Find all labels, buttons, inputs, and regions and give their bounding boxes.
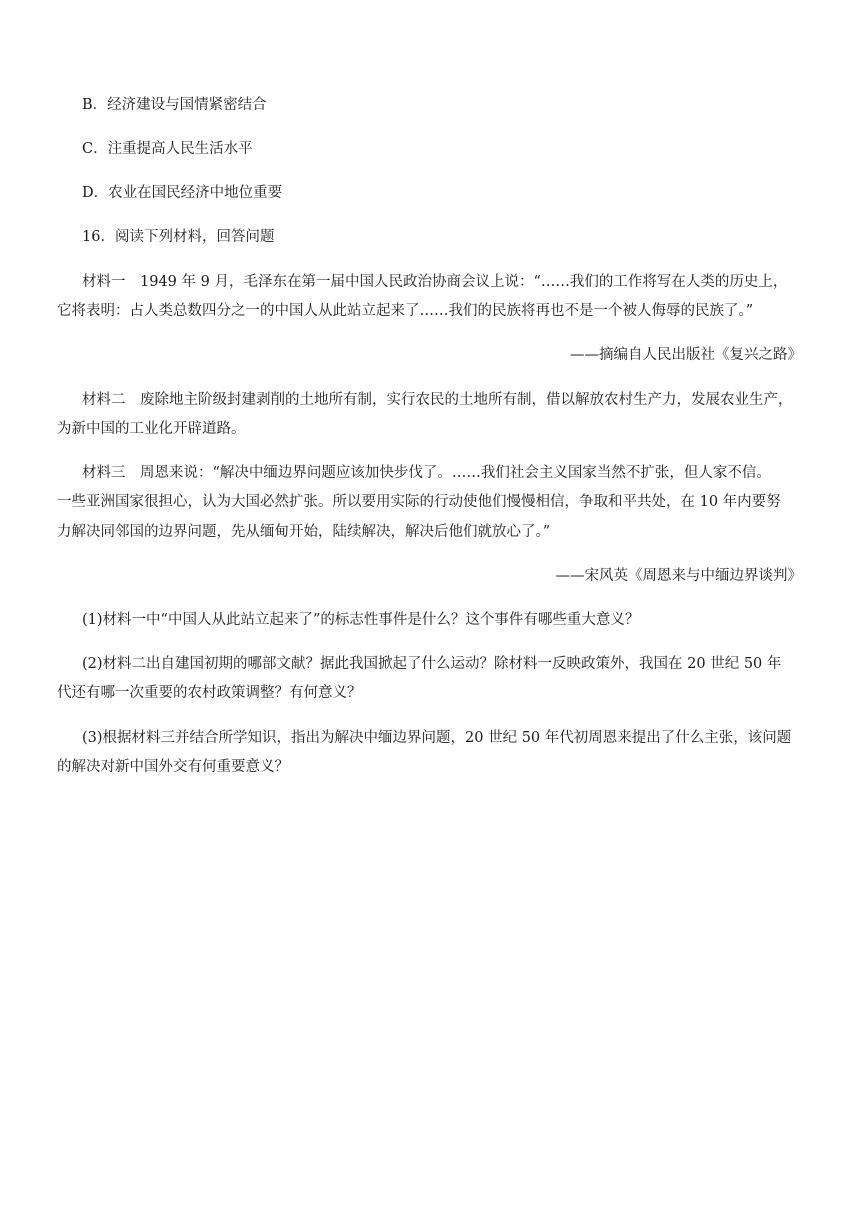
question-16-stem: 16．阅读下列材料，回答问题 [82,229,275,245]
material-3-line-1: 材料三 周恩来说：“解决中缅边界问题应该加快步伐了。……我们社会主义国家当然不扩张，但人家不信。 [82,465,771,481]
sub-question-2-line-1: (2)材料二出自建国初期的哪部文献？据此我国掀起了什么运动？除材料一反映政策外，我国在 20 世纪 50 年 [82,656,782,672]
sub-question-1: (1)材料一中“中国人从此站立起来了”的标志性事件是什么？这个事件有哪些重大意义？ [82,612,640,628]
material-3-line-3: 力解决同邻国的边界问题，先从缅甸开始，陆续解决，解决后他们就放心了。” [57,524,551,540]
option-b: B．经济建设与国情紧密结合 [82,97,267,113]
material-1-line-2: 它将表明：占人类总数四分之一的中国人从此站立起来了……我们的民族将再也不是一个被人侮辱的民族了。” [57,303,754,319]
material-1-source: ——摘编自人民出版社《复兴之路》 [570,347,802,363]
material-1-line-1: 材料一 1949 年 9 月，毛泽东在第一届中国人民政治协商会议上说：“……我们的工作将写在人类的历史上， [82,274,788,290]
material-3-line-2: 一些亚洲国家很担心，认为大国必然扩张。所以要用实际的行动使他们慢慢相信，争取和平共处，在 10 年内要努 [57,494,781,510]
option-d: D．农业在国民经济中地位重要 [82,185,283,201]
sub-question-3-line-2: 的解决对新中国外交有何重要意义？ [57,759,289,775]
material-2-line-1: 材料二 废除地主阶级封建剥削的土地所有制，实行农民的土地所有制，借以解放农村生产力，发展农业生产， [82,392,793,408]
sub-question-3-line-1: (3)根据材料三并结合所学知识，指出为解决中缅边界问题，20 世纪 50 年代初周恩来提出了什么主张，该问题 [82,730,792,746]
option-c: C．注重提高人民生活水平 [82,141,253,157]
sub-question-2-line-2: 代还有哪一次重要的农村政策调整？有何意义？ [57,685,362,701]
material-2-line-2: 为新中国的工业化开辟道路。 [57,421,246,437]
material-3-source: ——宋风英《周恩来与中缅边界谈判》 [555,568,802,584]
